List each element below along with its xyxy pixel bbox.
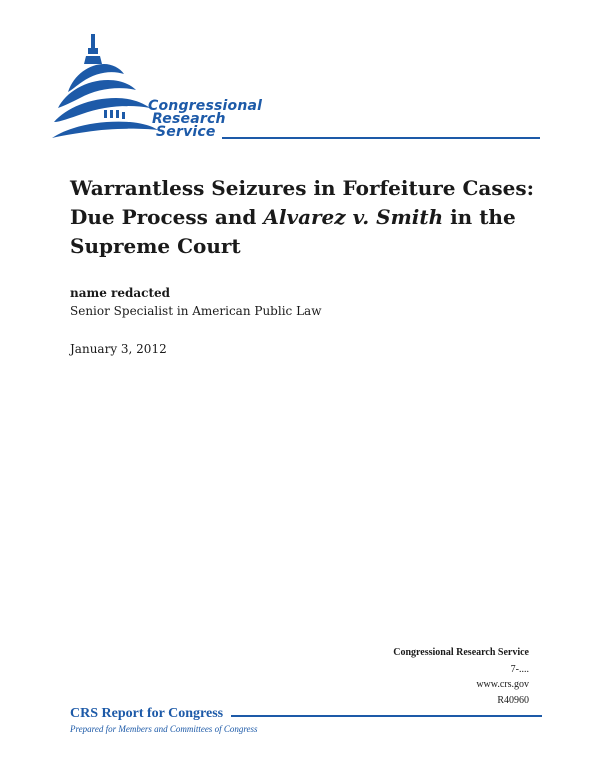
prepared-for: Prepared for Members and Committees of Congress bbox=[70, 724, 258, 734]
report-date: January 3, 2012 bbox=[70, 342, 167, 356]
author-name: name redacted bbox=[70, 286, 171, 300]
footer-rule bbox=[231, 715, 542, 717]
title-part-1: Warrantless Seizures in Forfeiture Cases: Due Process and bbox=[70, 176, 534, 229]
author-title: Senior Specialist in American Public Law bbox=[70, 304, 322, 318]
header-rule bbox=[222, 137, 540, 139]
footer-contact bbox=[279, 645, 529, 708]
footer-phone: 7-.... bbox=[510, 663, 529, 675]
logo-wordmark bbox=[148, 100, 262, 139]
logo-line-3: Service bbox=[156, 124, 216, 140]
logo-line-2: Research bbox=[152, 111, 226, 127]
series-label: CRS Report for Congress bbox=[70, 706, 224, 721]
crs-logo bbox=[50, 30, 270, 148]
title-case-name: Alvarez v. Smith bbox=[263, 205, 444, 229]
report-title bbox=[70, 174, 540, 261]
logo-line-1: Congressional bbox=[148, 98, 263, 114]
footer-website: www.crs.gov bbox=[476, 679, 529, 690]
footer-report-number: R40960 bbox=[497, 694, 529, 706]
title-part-2: in the Supreme Court bbox=[70, 205, 516, 258]
capitol-dome-icon bbox=[50, 30, 160, 148]
footer-org: Congressional Research Service bbox=[393, 647, 529, 658]
